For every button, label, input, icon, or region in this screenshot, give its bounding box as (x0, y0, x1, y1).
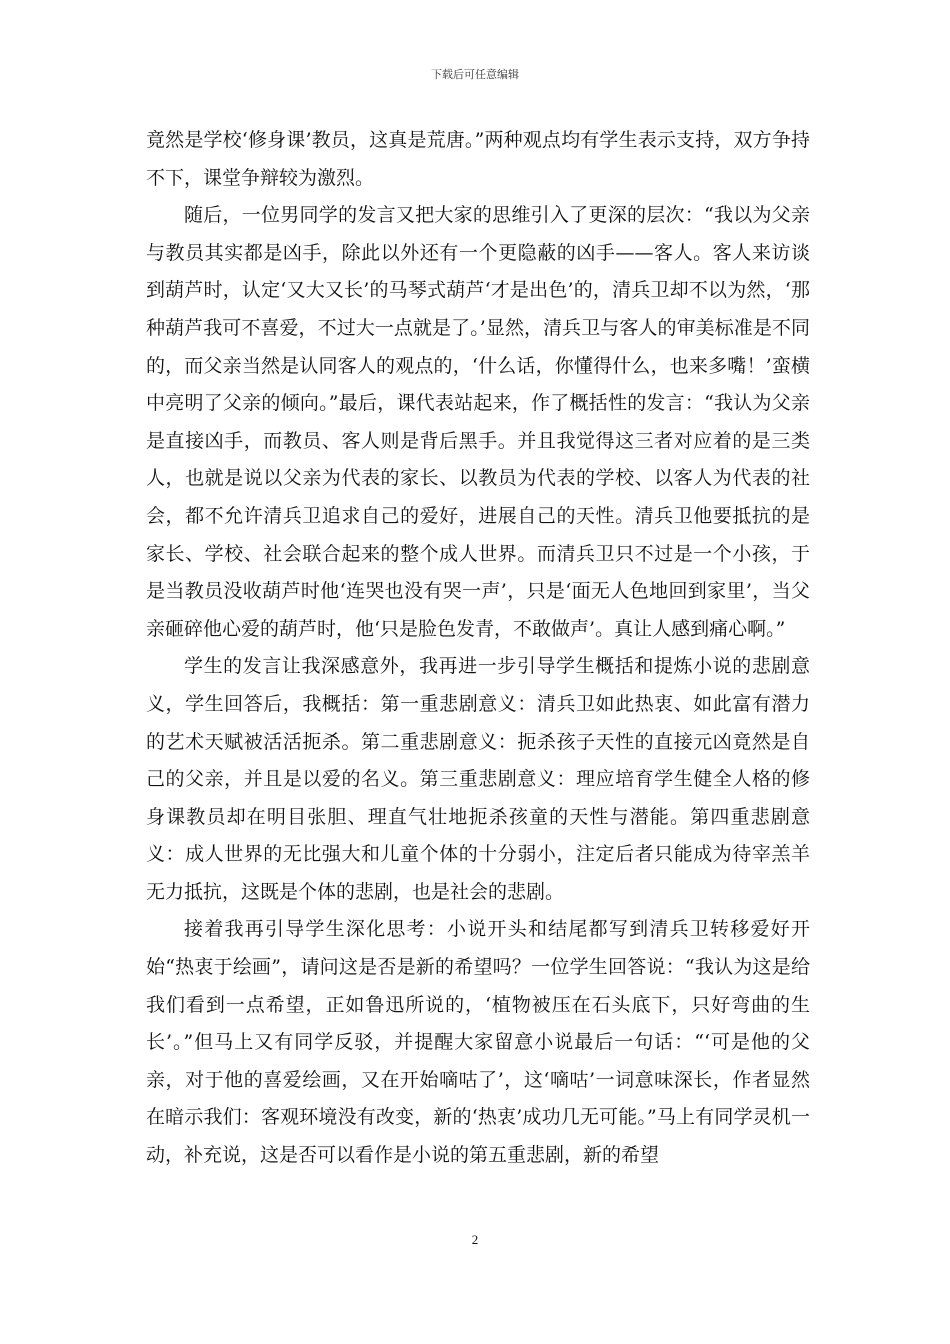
paragraph-2: 随后，一位男同学的发言又把大家的思维引入了更深的层次：“我以为父亲与教员其实都是凶手，除此以外还有一个更隐蔽的凶手——客人。客人来访谈到葫芦时，认定‘又大又长’的马琴式葫芦‘才是出色’的，清兵卫却不以为然，‘那种葫芦我可不喜爱，不过大一点就是了。’显然，清兵卫与客人的审美标准是不同的，而父亲当然是认同客人的观点的，‘什么话，你懂得什么，也来多嘴！’蛮横中亮明了父亲的倾向。”最后，课代表站起来，作了概括性的发言：“我认为父亲是直接凶手，而教员、客人则是背后黑手。并且我觉得这三者对应着的是三类人，也就是说以父亲为代表的家长、以教员为代表的学校、以客人为代表的社会，都不允许清兵卫追求自己的爱好，进展自己的天性。清兵卫他要抵抗的是家长、学校、社会联合起来的整个成人世界。而清兵卫只不过是一个小孩，于是当教员没收葫芦时他‘连哭也没有哭一声’，只是‘面无人色地回到家里’，当父亲砸碎他心爱的葫芦时，他‘只是脸色发青，不敢做声’。真让人感到痛心啊。” (146, 204, 810, 640)
body-text (146, 122, 810, 1175)
paragraph-3: 学生的发言让我深感意外，我再进一步引导学生概括和提炼小说的悲剧意义，学生回答后，我概括：第一重悲剧意义：清兵卫如此热衷、如此富有潜力的艺术天赋被活活扼杀。第二重悲剧意义：扼杀孩子天性的直接元凶竟然是自己的父亲，并且是以爱的名义。第三重悲剧意义：理应培育学生健全人格的修身课教员却在明目张胆、理直气壮地扼杀孩童的天性与潜能。第四重悲剧意义：成人世界的无比强大和儿童个体的十分弱小，注定后者只能成为待宰羔羊无力抵抗，这既是个体的悲剧，也是社会的悲剧。 (146, 655, 810, 903)
page-header: 下载后可任意编辑 (431, 68, 519, 81)
paragraph-4: 接着我再引导学生深化思考：小说开头和结尾都写到清兵卫转移爱好开始“热衷于绘画”，请问这是否是新的希望吗？一位学生回答说：“我认为这是给我们看到一点希望，正如鲁迅所说的，‘植物被压在石头底下，只好弯曲的生长’。”但马上又有同学反驳，并提醒大家留意小说最后一句话：“‘可是他的父亲，对于他的喜爱绘画，又在开始嘀咕了’，这‘嘀咕’一词意味深长，作者显然在暗示我们：客观环境没有改变，新的‘热衷’成功几无可能。”马上有同学灵机一动，补充说，这是否可以看作是小说的第五重悲剧，新的希望 (146, 918, 810, 1167)
paragraph-1: 竟然是学校‘修身课’教员，这真是荒唐。”两种观点均有学生表示支持，双方争持不下，课堂争辩较为激烈。 (146, 129, 810, 189)
page-number: 2 (471, 1232, 479, 1247)
